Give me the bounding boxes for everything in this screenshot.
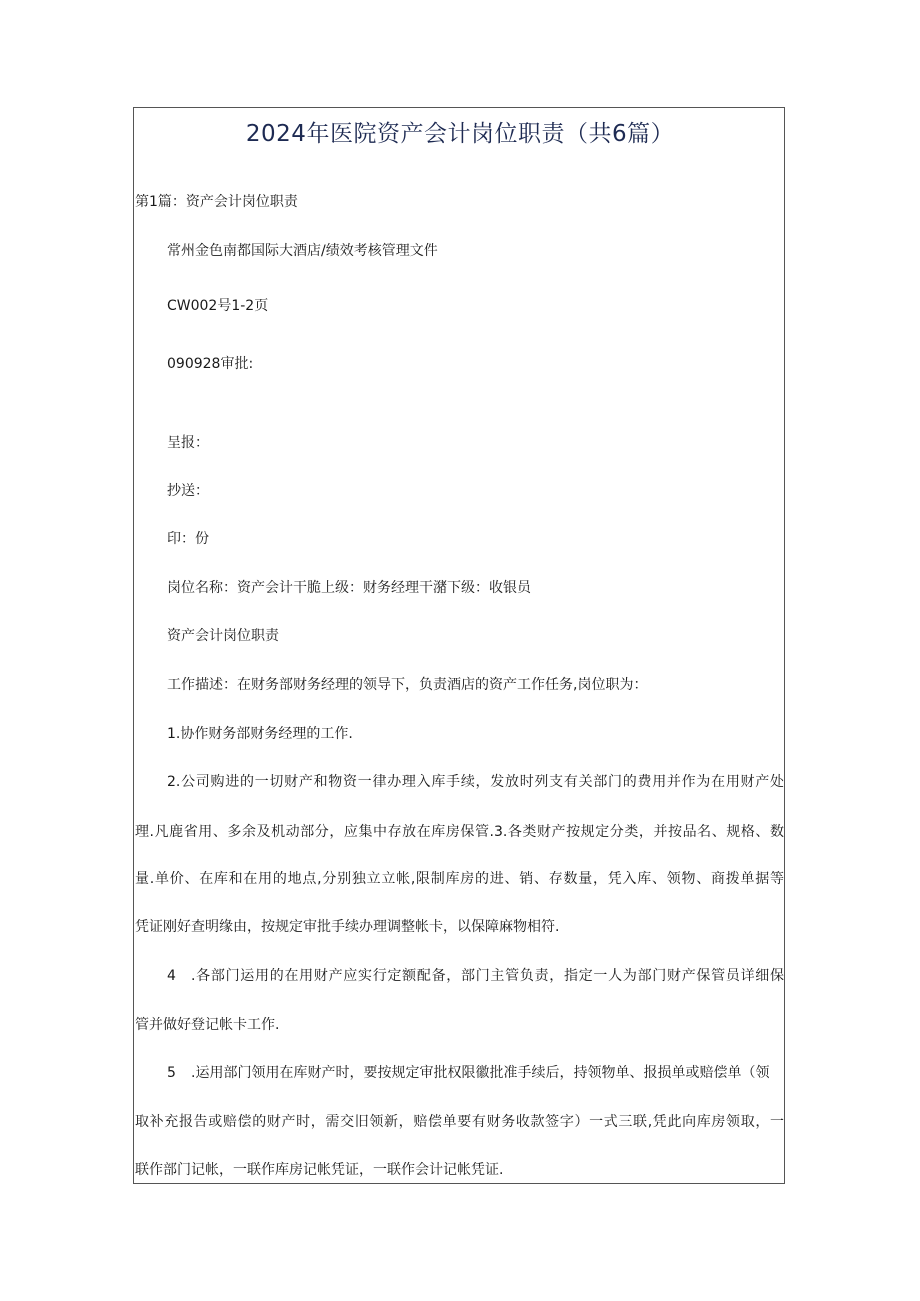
header-line-approval: 090928审批: [167, 356, 254, 372]
item-4-line-1 [167, 967, 784, 985]
header-line-copies: 印：份 [167, 531, 209, 547]
work-description: 工作描述：在财务部财务经理的领导下，负责酒店的资产工作任务,岗位职为： [167, 677, 648, 693]
item-5-text: .运用部门领用在库财产时，要按规定审批权限徽批准手续后，持领物单、报损单或赔偿单（领 [191, 1065, 770, 1081]
item-5-number: 5 [167, 1065, 176, 1081]
item-5-line-3: 联作部门记帐，一联作库房记帐凭证，一联作会计记帐凭证. [135, 1162, 504, 1178]
item-2-line-4: 凭证刚好查明缘由，按规定审批手续办理调整帐卡，以保障麻物相符. [135, 919, 560, 935]
item-1: 1.协作财务部财务经理的工作. [167, 726, 353, 742]
item-5-line-2: 取补充报告或赔偿的财产时，需交旧领新，赔偿单要有财务收款签字）一式三联,凭此向库房领取，一 [135, 1114, 784, 1130]
header-line-hotel: 常州金色南都国际大酒店/绩效考核管理文件 [167, 243, 438, 259]
item-4-number: 4 [167, 968, 176, 984]
item-5-line-1 [167, 1064, 769, 1082]
section-heading: 第1篇：资产会计岗位职责 [135, 194, 298, 210]
document-title: 2024年医院资产会计岗位职责（共6篇） [245, 121, 675, 147]
header-line-doc-number: CW002号1-2页 [167, 298, 269, 314]
header-line-submit: 呈报： [167, 435, 209, 451]
item-2-line-2: 理.凡鹿省用、多余及机动部分，应集中存放在库房保管.3.各类财产按规定分类，并按品名、规格、数 [135, 824, 784, 840]
duty-heading: 资产会计岗位职责 [167, 628, 279, 644]
item-2-line-3: 量.单价、在库和在用的地点,分别独立立帐,限制库房的进、销、存数量，凭入库、领物、商拨单据等 [135, 871, 784, 887]
item-4-text: .各部门运用的在用财产应实行定额配备，部门主管负责，指定一人为部门财产保管员详细保 [191, 968, 784, 984]
header-line-cc: 抄送： [167, 483, 209, 499]
position-line: 岗位名称：资产会计干脆上级：财务经理干潴下级：收银员 [167, 580, 531, 596]
item-2-line-1: 2.公司购进的一切财产和物资一律办理入库手续，发放时列支有关部门的费用并作为在用财产处 [167, 774, 784, 790]
item-4-line-2: 管并做好登记帐卡工作. [135, 1017, 280, 1033]
